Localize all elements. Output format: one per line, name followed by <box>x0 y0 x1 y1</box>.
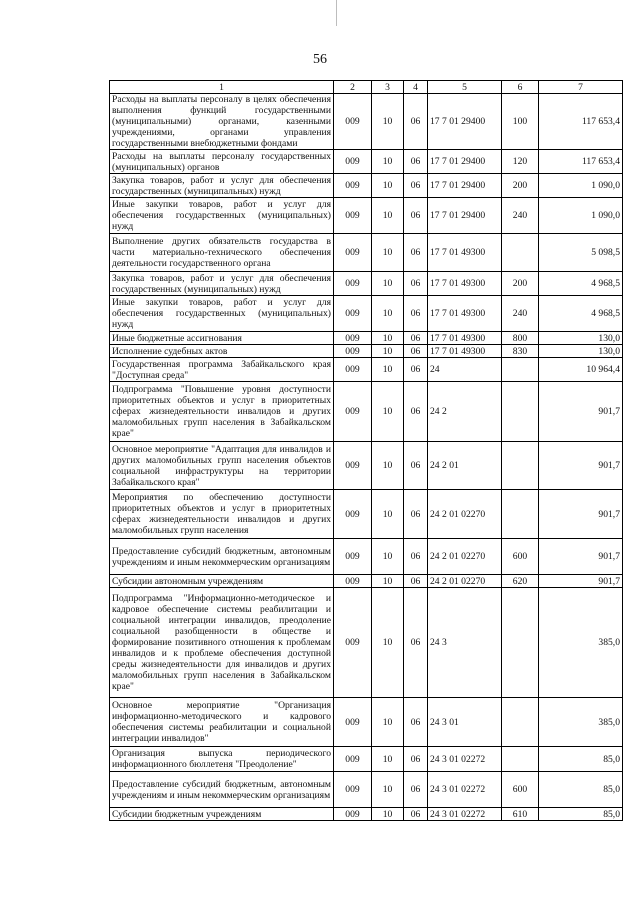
target-article-code: 24 3 01 02272 <box>428 772 502 808</box>
expense-type-code: 800 <box>502 332 539 345</box>
expense-type-code <box>502 747 539 772</box>
target-article-code: 17 7 01 29400 <box>428 174 502 198</box>
ministry-code: 009 <box>334 174 372 198</box>
row-name: Организация выпуска периодического информационного бюллетеня "Преодоление" <box>110 747 334 772</box>
subsection-code: 06 <box>404 588 428 698</box>
page-number: 56 <box>313 52 327 67</box>
ministry-code: 009 <box>334 772 372 808</box>
table-row <box>110 442 623 490</box>
expense-type-code: 610 <box>502 808 539 821</box>
amount: 901,7 <box>539 539 623 575</box>
table-row <box>110 539 623 575</box>
subsection-code: 06 <box>404 272 428 296</box>
section-code: 10 <box>372 490 404 539</box>
row-name: Основное мероприятие "Организация информационно-методического и кадрового обеспечения системы реабилитации и социальной интеграции инвалидов" <box>110 698 334 747</box>
amount: 385,0 <box>539 588 623 698</box>
table-row <box>110 382 623 442</box>
table-row <box>110 234 623 272</box>
ministry-code: 009 <box>334 382 372 442</box>
expense-type-code: 100 <box>502 94 539 150</box>
expense-type-code <box>502 358 539 382</box>
section-code: 10 <box>372 198 404 234</box>
amount: 385,0 <box>539 698 623 747</box>
section-code: 10 <box>372 174 404 198</box>
expense-type-code: 240 <box>502 296 539 332</box>
table-row <box>110 296 623 332</box>
amount: 85,0 <box>539 808 623 821</box>
subsection-code: 06 <box>404 234 428 272</box>
table-row <box>110 575 623 588</box>
column-header: 6 <box>502 81 539 94</box>
section-code: 10 <box>372 234 404 272</box>
ministry-code: 009 <box>334 490 372 539</box>
expense-type-code <box>502 234 539 272</box>
target-article-code: 24 2 01 <box>428 442 502 490</box>
target-article-code: 24 2 01 02270 <box>428 575 502 588</box>
target-article-code: 17 7 01 49300 <box>428 272 502 296</box>
expense-type-code: 200 <box>502 272 539 296</box>
section-code: 10 <box>372 698 404 747</box>
budget-table <box>109 80 623 821</box>
row-name: Основное мероприятие "Адаптация для инвалидов и других маломобильных групп населения объектов социальной инфраструктуры на территории Забайкальского края" <box>110 442 334 490</box>
amount: 901,7 <box>539 490 623 539</box>
section-code: 10 <box>372 442 404 490</box>
subsection-code: 06 <box>404 575 428 588</box>
amount: 85,0 <box>539 747 623 772</box>
expense-type-code <box>502 382 539 442</box>
row-name: Иные закупки товаров, работ и услуг для обеспечения государственных (муниципальных) нужд <box>110 198 334 234</box>
column-header: 4 <box>404 81 428 94</box>
column-header: 3 <box>372 81 404 94</box>
table-row <box>110 198 623 234</box>
column-header: 2 <box>334 81 372 94</box>
target-article-code: 17 7 01 29400 <box>428 94 502 150</box>
row-name: Расходы на выплаты персоналу государственных (муниципальных) органов <box>110 150 334 174</box>
table-row <box>110 94 623 150</box>
target-article-code: 24 3 01 02272 <box>428 808 502 821</box>
target-article-code: 17 7 01 29400 <box>428 198 502 234</box>
amount: 901,7 <box>539 575 623 588</box>
section-code: 10 <box>372 332 404 345</box>
expense-type-code <box>502 490 539 539</box>
target-article-code: 17 7 01 49300 <box>428 296 502 332</box>
expense-type-code: 620 <box>502 575 539 588</box>
subsection-code: 06 <box>404 198 428 234</box>
expense-type-code: 600 <box>502 772 539 808</box>
expense-type-code: 600 <box>502 539 539 575</box>
row-name: Государственная программа Забайкальского края "Доступная среда" <box>110 358 334 382</box>
row-name: Подпрограмма "Повышение уровня доступности приоритетных объектов и услуг в приоритетных сферах жизнедеятельности инвалидов и других маломобильных групп населения в Забайкальском крае" <box>110 382 334 442</box>
subsection-code: 06 <box>404 808 428 821</box>
amount: 901,7 <box>539 382 623 442</box>
row-name: Расходы на выплаты персоналу в целях обеспечения выполнения функций государственными (муниципальными) органами, казенными учреждениями, органами управления государственными внебюджетными фондами <box>110 94 334 150</box>
ministry-code: 009 <box>334 698 372 747</box>
table-row <box>110 772 623 808</box>
ministry-code: 009 <box>334 94 372 150</box>
section-code: 10 <box>372 747 404 772</box>
section-code: 10 <box>372 539 404 575</box>
row-name: Субсидии автономным учреждениям <box>110 575 334 588</box>
row-name: Закупка товаров, работ и услуг для обеспечения государственных (муниципальных) нужд <box>110 174 334 198</box>
ministry-code: 009 <box>334 345 372 358</box>
subsection-code: 06 <box>404 490 428 539</box>
ministry-code: 009 <box>334 296 372 332</box>
subsection-code: 06 <box>404 345 428 358</box>
subsection-code: 06 <box>404 698 428 747</box>
table-row <box>110 698 623 747</box>
expense-type-code <box>502 442 539 490</box>
expense-type-code <box>502 588 539 698</box>
row-name: Иные бюджетные ассигнования <box>110 332 334 345</box>
amount: 4 968,5 <box>539 296 623 332</box>
target-article-code: 17 7 01 29400 <box>428 150 502 174</box>
subsection-code: 06 <box>404 772 428 808</box>
target-article-code: 24 <box>428 358 502 382</box>
amount: 130,0 <box>539 332 623 345</box>
ministry-code: 009 <box>334 272 372 296</box>
amount: 130,0 <box>539 345 623 358</box>
row-name: Предоставление субсидий бюджетным, автономным учреждениям и иным некоммерческим организациям <box>110 539 334 575</box>
amount: 85,0 <box>539 772 623 808</box>
section-code: 10 <box>372 382 404 442</box>
ministry-code: 009 <box>334 442 372 490</box>
table-header-row <box>110 81 623 94</box>
ministry-code: 009 <box>334 747 372 772</box>
expense-type-code <box>502 698 539 747</box>
section-code: 10 <box>372 272 404 296</box>
row-name: Субсидии бюджетным учреждениям <box>110 808 334 821</box>
subsection-code: 06 <box>404 382 428 442</box>
table-row <box>110 332 623 345</box>
ministry-code: 009 <box>334 575 372 588</box>
column-header: 1 <box>110 81 334 94</box>
amount: 10 964,4 <box>539 358 623 382</box>
subsection-code: 06 <box>404 296 428 332</box>
expense-type-code: 120 <box>502 150 539 174</box>
section-code: 10 <box>372 150 404 174</box>
ministry-code: 009 <box>334 808 372 821</box>
ministry-code: 009 <box>334 150 372 174</box>
subsection-code: 06 <box>404 442 428 490</box>
row-name: Исполнение судебных актов <box>110 345 334 358</box>
amount: 5 098,5 <box>539 234 623 272</box>
subsection-code: 06 <box>404 358 428 382</box>
expense-type-code: 200 <box>502 174 539 198</box>
row-name: Выполнение других обязательств государства в части материально-технического обеспечения деятельности государственного органа <box>110 234 334 272</box>
table-row <box>110 808 623 821</box>
section-code: 10 <box>372 94 404 150</box>
subsection-code: 06 <box>404 747 428 772</box>
target-article-code: 24 3 01 02272 <box>428 747 502 772</box>
table-row <box>110 588 623 698</box>
amount: 117 653,4 <box>539 150 623 174</box>
subsection-code: 06 <box>404 332 428 345</box>
table-row <box>110 490 623 539</box>
amount: 901,7 <box>539 442 623 490</box>
subsection-code: 06 <box>404 150 428 174</box>
column-header: 7 <box>539 81 623 94</box>
table-row <box>110 358 623 382</box>
section-code: 10 <box>372 296 404 332</box>
section-code: 10 <box>372 772 404 808</box>
expense-type-code: 830 <box>502 345 539 358</box>
ministry-code: 009 <box>334 234 372 272</box>
subsection-code: 06 <box>404 94 428 150</box>
row-name: Иные закупки товаров, работ и услуг для обеспечения государственных (муниципальных) нужд <box>110 296 334 332</box>
target-article-code: 24 2 01 02270 <box>428 490 502 539</box>
target-article-code: 17 7 01 49300 <box>428 234 502 272</box>
ministry-code: 009 <box>334 358 372 382</box>
ministry-code: 009 <box>334 539 372 575</box>
row-name: Закупка товаров, работ и услуг для обеспечения государственных (муниципальных) нужд <box>110 272 334 296</box>
row-name: Мероприятия по обеспечению доступности приоритетных объектов и услуг в приоритетных сферах жизнедеятельности инвалидов и других маломобильных групп населения <box>110 490 334 539</box>
column-header: 5 <box>428 81 502 94</box>
target-article-code: 24 2 <box>428 382 502 442</box>
table-row <box>110 272 623 296</box>
amount: 4 968,5 <box>539 272 623 296</box>
section-code: 10 <box>372 588 404 698</box>
subsection-code: 06 <box>404 539 428 575</box>
row-name: Подпрограмма "Информационно-методическое и кадровое обеспечение системы реабилитации и социальной интеграции инвалидов, преодоление социальной разобщенности в обществе и формирование позитивного отношения к проблемам инвалидов и к проблеме обеспечения доступной среды жизнедеятельности для инвалидов и других маломобильных групп населения в Забайкальском крае" <box>110 588 334 698</box>
target-article-code: 17 7 01 49300 <box>428 332 502 345</box>
table-row <box>110 150 623 174</box>
ministry-code: 009 <box>334 588 372 698</box>
amount: 1 090,0 <box>539 174 623 198</box>
table-row <box>110 174 623 198</box>
section-code: 10 <box>372 808 404 821</box>
ministry-code: 009 <box>334 332 372 345</box>
expense-type-code: 240 <box>502 198 539 234</box>
target-article-code: 17 7 01 49300 <box>428 345 502 358</box>
subsection-code: 06 <box>404 174 428 198</box>
row-name: Предоставление субсидий бюджетным, автономным учреждениям и иным некоммерческим организациям <box>110 772 334 808</box>
amount: 117 653,4 <box>539 94 623 150</box>
table-row <box>110 747 623 772</box>
scan-fold-mark <box>336 0 337 26</box>
ministry-code: 009 <box>334 198 372 234</box>
section-code: 10 <box>372 358 404 382</box>
table-row <box>110 345 623 358</box>
target-article-code: 24 3 <box>428 588 502 698</box>
section-code: 10 <box>372 575 404 588</box>
target-article-code: 24 2 01 02270 <box>428 539 502 575</box>
amount: 1 090,0 <box>539 198 623 234</box>
section-code: 10 <box>372 345 404 358</box>
target-article-code: 24 3 01 <box>428 698 502 747</box>
